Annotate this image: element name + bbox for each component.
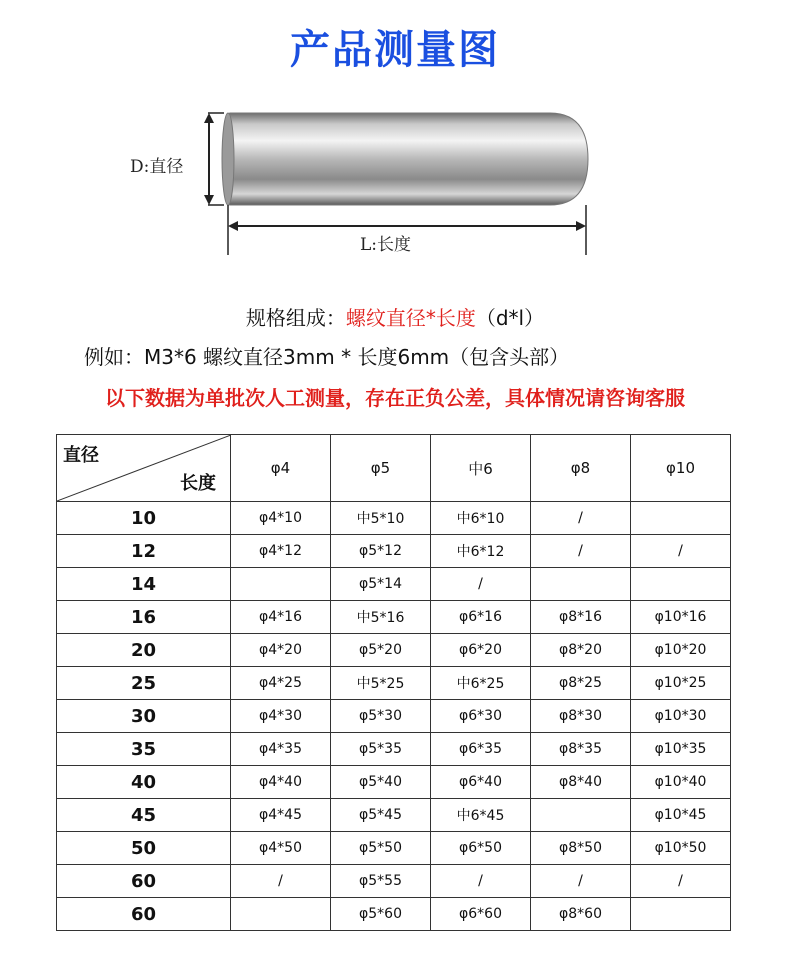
size-cell [231,568,331,601]
size-cell: φ10*45 [631,799,731,832]
size-cell: φ5*55 [331,865,431,898]
size-cell: φ4*40 [231,766,331,799]
size-cell: φ5*50 [331,832,431,865]
size-cell: φ4*45 [231,799,331,832]
size-cell: φ10*16 [631,601,731,634]
size-cell: / [631,865,731,898]
table-row [57,568,731,601]
header-diameter: φ4 [231,435,331,502]
header-diameter: 中6 [431,435,531,502]
size-cell: φ10*30 [631,700,731,733]
size-cell: φ4*25 [231,667,331,700]
length-cell: 20 [57,634,231,667]
size-cell: φ8*20 [531,634,631,667]
size-cell: φ8*60 [531,898,631,931]
spec-suffix: （d*l） [475,306,545,330]
size-cell: φ6*50 [431,832,531,865]
size-cell: φ6*30 [431,700,531,733]
table-row [57,865,731,898]
size-cell: φ10*20 [631,634,731,667]
table-row [57,535,731,568]
size-cell: 中6*12 [431,535,531,568]
diameter-label: D:直径 [130,157,184,177]
length-cell: 60 [57,898,231,931]
size-cell: φ4*20 [231,634,331,667]
size-cell: 中6*25 [431,667,531,700]
length-cell: 10 [57,502,231,535]
size-cell: φ6*60 [431,898,531,931]
table-row [57,667,731,700]
example-line: 例如：M3*6 螺纹直径3mm * 长度6mm（包含头部） [84,345,570,369]
size-cell: 中6*45 [431,799,531,832]
size-cell: φ8*16 [531,601,631,634]
size-cell [631,502,731,535]
header-diameter: φ5 [331,435,431,502]
size-cell: φ6*35 [431,733,531,766]
size-cell: φ4*16 [231,601,331,634]
length-cell: 40 [57,766,231,799]
size-cell: φ5*35 [331,733,431,766]
size-cell: φ6*20 [431,634,531,667]
size-cell: φ10*50 [631,832,731,865]
size-cell: φ6*40 [431,766,531,799]
header-diameter: φ8 [531,435,631,502]
size-cell: φ5*14 [331,568,431,601]
size-cell: 中5*25 [331,667,431,700]
spec-highlight: 螺纹直径*长度 [345,306,476,330]
size-cell: 中5*16 [331,601,431,634]
corner-length-label: 长度 [180,473,216,494]
table-row [57,700,731,733]
length-cell: 35 [57,733,231,766]
size-cell [531,568,631,601]
size-cell: φ5*12 [331,535,431,568]
spec-table [56,434,731,931]
table-row [57,799,731,832]
table-row [57,502,731,535]
spec-format-line [0,302,790,331]
length-cell: 14 [57,568,231,601]
size-cell [531,799,631,832]
size-cell: / [431,568,531,601]
length-cell: 50 [57,832,231,865]
header-diameter: φ10 [631,435,731,502]
table-row [57,832,731,865]
corner-diameter-label: 直径 [63,445,99,466]
size-cell: φ4*10 [231,502,331,535]
table-row [57,766,731,799]
dowel-pin-diagram [120,95,620,270]
table-row [57,898,731,931]
size-cell: φ10*40 [631,766,731,799]
size-cell: φ6*16 [431,601,531,634]
size-cell: φ8*50 [531,832,631,865]
table-row [57,733,731,766]
size-cell: φ4*12 [231,535,331,568]
size-cell [231,898,331,931]
size-cell: φ8*25 [531,667,631,700]
table-row [57,634,731,667]
table-row [57,601,731,634]
size-cell [631,568,731,601]
length-cell: 16 [57,601,231,634]
size-cell: / [531,865,631,898]
length-cell: 45 [57,799,231,832]
size-cell: / [531,535,631,568]
size-cell: φ10*25 [631,667,731,700]
length-cell: 60 [57,865,231,898]
length-cell: 25 [57,667,231,700]
size-cell: φ5*45 [331,799,431,832]
size-cell: φ8*30 [531,700,631,733]
length-cell: 12 [57,535,231,568]
tolerance-note: 以下数据为单批次人工测量，存在正负公差，具体情况请咨询客服 [105,386,685,410]
page-title: 产品测量图 [290,27,500,73]
size-cell: φ5*60 [331,898,431,931]
size-cell: φ5*20 [331,634,431,667]
size-cell [631,898,731,931]
length-label: L:长度 [360,235,412,255]
size-cell: φ8*35 [531,733,631,766]
size-cell: φ5*30 [331,700,431,733]
size-cell: φ4*30 [231,700,331,733]
size-cell: φ4*50 [231,832,331,865]
size-cell: φ8*40 [531,766,631,799]
length-cell: 30 [57,700,231,733]
table-corner-cell [57,435,231,502]
size-cell: / [431,865,531,898]
size-cell: 中5*10 [331,502,431,535]
size-cell: φ10*35 [631,733,731,766]
size-cell: / [531,502,631,535]
spec-prefix: 规格组成： [245,306,346,330]
table-header-row [57,435,731,502]
size-cell: φ4*35 [231,733,331,766]
size-cell: / [631,535,731,568]
size-cell: 中6*10 [431,502,531,535]
size-cell: φ5*40 [331,766,431,799]
size-cell: / [231,865,331,898]
